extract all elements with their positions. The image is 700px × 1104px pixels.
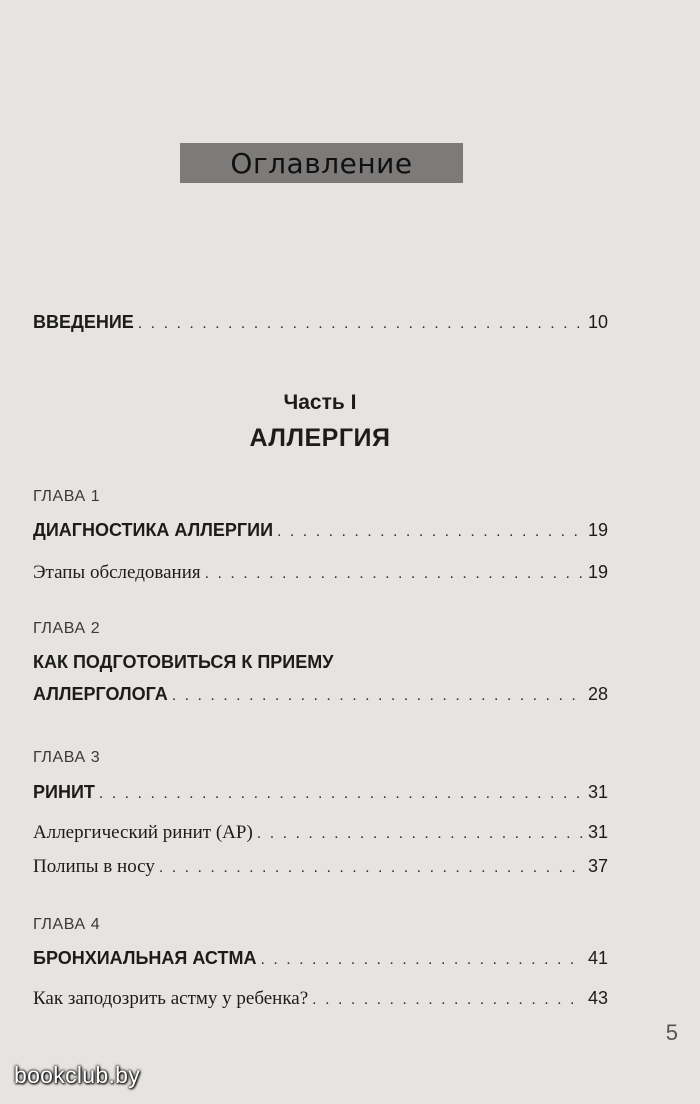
toc-entry-chapter-2: [33, 684, 608, 705]
part-name: АЛЛЕРГИЯ: [249, 424, 391, 452]
toc-entry-label: ДИАГНОСТИКА АЛЛЕРГИИ: [33, 520, 274, 540]
toc-entry-page: 19: [587, 562, 608, 582]
toc-entry-label: ВВЕДЕНИЕ: [33, 312, 134, 332]
toc-entry-page: 41: [587, 948, 608, 968]
toc-entry-page: 31: [587, 822, 608, 842]
leader-dots: [138, 315, 584, 333]
toc-entry-chapter-2-line1: КАК ПОДГОТОВИТЬСЯ К ПРИЕМУ: [33, 652, 334, 672]
page-number: 5: [665, 1020, 678, 1045]
toc-entry-label: РИНИТ: [33, 782, 95, 802]
toc-entry-label: Аллергический ринит (АР): [33, 822, 253, 843]
watermark-text: bookclub.by: [14, 1062, 141, 1088]
chapter-label-4: ГЛАВА 4: [33, 916, 101, 933]
toc-entry-section: [33, 822, 608, 844]
leader-dots: [260, 951, 584, 969]
leader-dots: [172, 687, 584, 705]
toc-entry-page: 43: [587, 988, 608, 1008]
toc-entry-label: Как заподозрить астму у ребенка?: [33, 988, 309, 1009]
leader-dots: [277, 523, 584, 541]
toc-entry-label: Этапы обследования: [33, 562, 201, 583]
toc-entry-page: 10: [587, 312, 608, 332]
leader-dots: [99, 785, 584, 803]
toc-entry-page: 19: [587, 520, 608, 540]
toc-entry-chapter-4: [33, 948, 608, 969]
leader-dots: [159, 859, 584, 877]
toc-entry-page: 37: [587, 856, 608, 876]
chapter-label-2: ГЛАВА 2: [33, 620, 101, 637]
chapter-label-1: ГЛАВА 1: [33, 488, 101, 505]
part-number: Часть I: [283, 391, 357, 414]
toc-entry-chapter-1: [33, 520, 608, 541]
leader-dots: [312, 991, 584, 1009]
leader-dots: [205, 565, 584, 583]
toc-entry-page: 28: [587, 684, 608, 704]
toc-entry-section: [33, 988, 608, 1010]
toc-entry-chapter-3: [33, 782, 608, 803]
toc-entry-label: АЛЛЕРГОЛОГА: [33, 684, 168, 704]
toc-entry-section: [33, 856, 608, 878]
toc-entry-intro: [33, 312, 608, 333]
toc-entry-section: [33, 562, 608, 584]
toc-entry-label: БРОНХИАЛЬНАЯ АСТМА: [33, 948, 257, 968]
chapter-label-3: ГЛАВА 3: [33, 749, 101, 766]
toc-title-box: [180, 143, 463, 183]
toc-title: Оглавление: [230, 146, 413, 180]
toc-entry-label: Полипы в носу: [33, 856, 155, 877]
toc-entry-page: 31: [587, 782, 608, 802]
leader-dots: [257, 825, 584, 843]
